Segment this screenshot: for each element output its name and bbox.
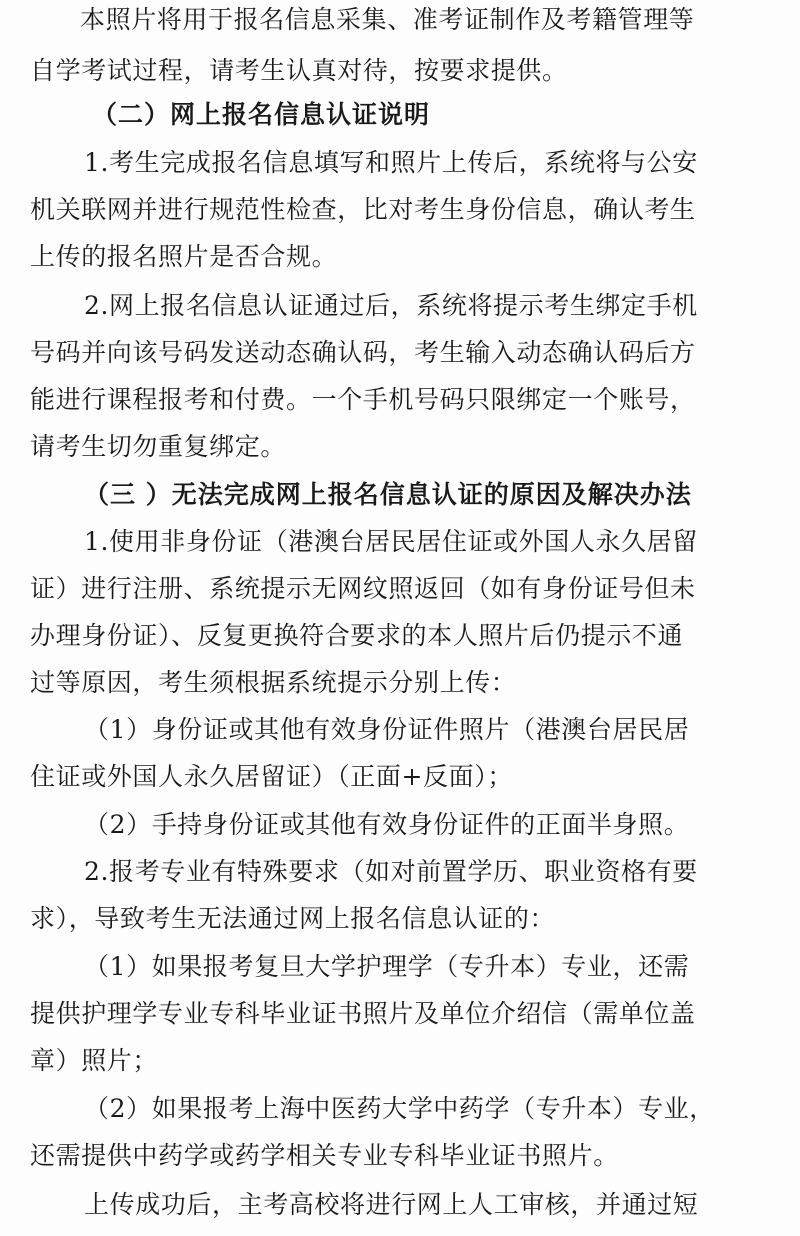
section-heading: （二）网上报名信息认证说明 — [92, 100, 431, 129]
text-line: 办理身份证）、反复更换符合要求的本人照片后仍提示不通 — [30, 621, 684, 650]
text-line: 过等原因，考生须根据系统提示分别上传： — [30, 668, 517, 697]
text-line: 本照片将用于报名信息采集、准考证制作及考籍管理等 — [80, 5, 695, 34]
text-line: 机关联网并进行规范性检查，比对考生身份信息，确认考生 — [30, 195, 696, 224]
section-heading: （三 ）无法完成网上报名信息认证的原因及解决办法 — [84, 480, 692, 509]
text-line: 上传的报名照片是否合规。 — [30, 242, 338, 271]
text-line: 住证或外国人永久居留证）（正面+反面）； — [30, 762, 513, 791]
text-line: （2）手持身份证或其他有效身份证件的正面半身照。 — [84, 810, 690, 839]
text-line: （2）如果报考上海中医药大学中药学（专升本）专业， — [84, 1094, 715, 1123]
text-line: 上传成功后，主考高校将进行网上人工审核，并通过短 — [84, 1190, 699, 1219]
text-line: 2.报考专业有特殊要求（如对前置学历、职业资格有要 — [84, 857, 698, 886]
text-line: 1.考生完成报名信息填写和照片上传后，系统将与公安 — [84, 148, 698, 177]
text-line: 1.使用非身份证（港澳台居民居住证或外国人永久居留 — [84, 527, 698, 556]
text-line: 求），导致考生无法通过网上报名信息认证的： — [30, 904, 556, 933]
text-line: 提供护理学专业专科毕业证书照片及单位介绍信（需单位盖 — [30, 999, 696, 1028]
text-line: 请考生切勿重复绑定。 — [30, 432, 287, 461]
text-line: 章）照片； — [30, 1046, 159, 1075]
text-line: 号码并向该号码发送动态确认码，考生输入动态确认码后方 — [30, 338, 696, 367]
text-line: 自学考试过程，请考生认真对待，按要求提供。 — [30, 56, 568, 85]
text-line: （1）如果报考复旦大学护理学（专升本）专业，还需 — [84, 952, 690, 981]
text-line: （1）身份证或其他有效身份证件照片（港澳台居民居 — [84, 715, 690, 744]
text-line: 能进行课程报考和付费。一个手机号码只限绑定一个账号， — [30, 385, 696, 414]
text-line: 证）进行注册、系统提示无网纹照返回（如有身份证号但未 — [30, 574, 696, 603]
text-line: 还需提供中药学或药学相关专业专科毕业证书照片。 — [30, 1141, 619, 1170]
text-line: 2.网上报名信息认证通过后，系统将提示考生绑定手机 — [84, 291, 698, 320]
